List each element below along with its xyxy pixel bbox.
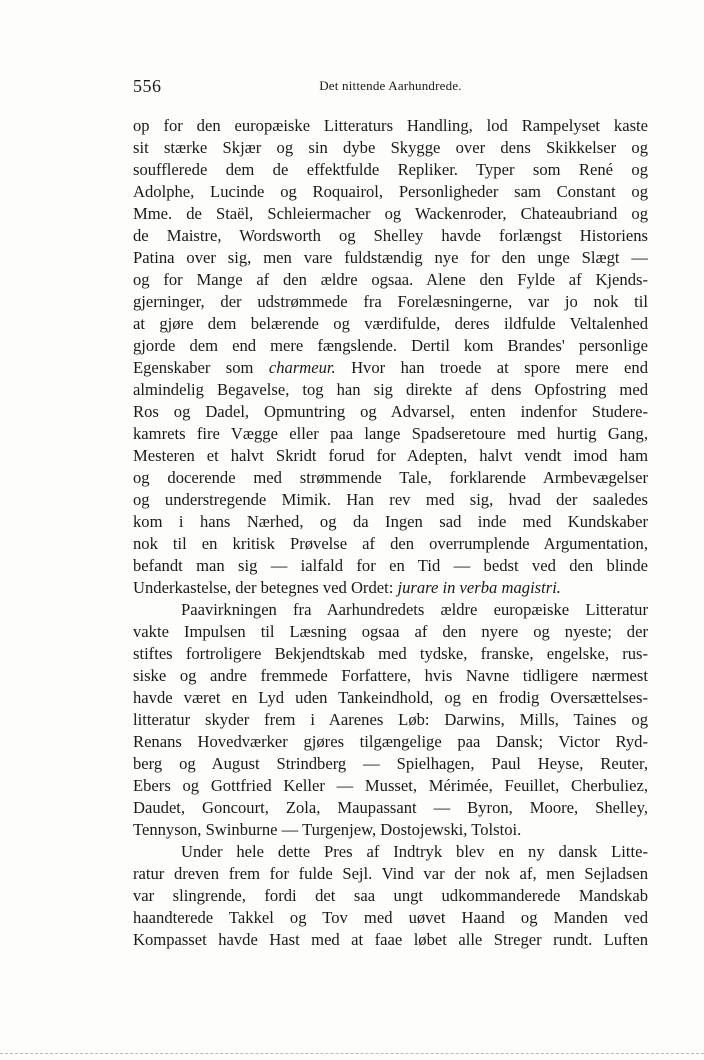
paragraph-1 <box>133 115 648 599</box>
text-line: var slingrende, fordi det saa ungt udkommanderede Mandskab <box>133 886 648 905</box>
text-line: Mme. de Staël, Schleiermacher og Wackenroder, Chateaubriand og <box>133 204 648 223</box>
text-line: sit stærke Skjær og sin dybe Skygge over dens Skikkelser og <box>133 138 648 157</box>
body-text <box>133 115 648 951</box>
page-number: 556 <box>133 76 162 96</box>
text-line: op for den europæiske Litteraturs Handling, lod Rampelyset kaste <box>133 116 648 135</box>
text-segment: Underkastelse, der betegnes ved Ordet: <box>133 578 398 597</box>
text-line: Ros og Dadel, Opmuntring og Advarsel, enten indenfor Studere- <box>133 402 648 421</box>
text-line: og understregende Mimik. Han rev med sig, hvad der saaledes <box>133 490 648 509</box>
text-line: og for Mange af den ældre ogsaa. Alene den Fylde af Kjends- <box>133 270 648 289</box>
text-line: Mesteren et halvt Skridt forud for Adepten, halvt vendt imod ham <box>133 446 648 465</box>
text-line: Kompasset havde Hast med at faae løbet alle Streger rundt. Luften <box>133 930 648 949</box>
page-header <box>133 76 648 100</box>
text-line: de Maistre, Wordsworth og Shelley havde forlængst Historiens <box>133 226 648 245</box>
text-line: ratur dreven frem for fulde Sejl. Vind var der nok af, men Sejladsen <box>133 864 648 883</box>
text-line: gjorde dem end mere fængslende. Dertil kom Brandes' personlige <box>133 336 648 355</box>
text-line: Adolphe, Lucinde og Roquairol, Personligheder sam Constant og <box>133 182 648 201</box>
italic-motto: jurare in verba magistri. <box>397 578 561 597</box>
text-line: og docerende med strømmende Tale, forklarende Armbevægelser <box>133 468 648 487</box>
text-line: gjerninger, der udstrømmede fra Forelæsningerne, var jo nok til <box>133 292 648 311</box>
text-line: kamrets fire Vægge eller paa lange Spadseretoure med hurtig Gang, <box>133 424 648 443</box>
text-segment: Egenskaber som <box>133 358 269 377</box>
text-line-with-italic <box>133 577 648 599</box>
text-line: Ebers og Gottfried Keller — Musset, Mérimée, Feuillet, Cherbuliez, <box>133 776 648 795</box>
text-line: siske og andre fremmede Forfattere, hvis Navne tidligere nærmest <box>133 666 648 685</box>
text-line-with-italic <box>133 357 648 379</box>
text-line: befandt man sig — ialfald for en Tid — bedst ved den blinde <box>133 556 648 575</box>
text-line: almindelig Begavelse, tog han sig direkte af dens Opfostring med <box>133 380 648 399</box>
text-line: haandterede Takkel og Tov med uøvet Haand og Manden ved <box>133 908 648 927</box>
text-line: havde været en Lyd uden Tankeindhold, og en frodig Oversættelses- <box>133 688 648 707</box>
text-line: vakte Impulsen til Læsning ogsaa af den nyere og nyeste; der <box>133 622 648 641</box>
text-line: Renans Hovedværker gjøres tilgængelige paa Dansk; Victor Ryd- <box>133 732 648 751</box>
text-line: stiftes fortroligere Bekjendtskab med tydske, franske, engelske, rus- <box>133 644 648 663</box>
scan-edge-divider <box>0 1053 704 1060</box>
text-line: nok til en kritisk Prøvelse af den overrumplende Argumentation, <box>133 534 648 553</box>
text-line: Paavirkningen fra Aarhundredets ældre europæiske Litteratur <box>181 600 648 619</box>
running-title: Det nittende Aarhundrede. <box>319 78 462 93</box>
text-line: Under hele dette Pres af Indtryk blev en ny dansk Litte- <box>181 842 648 861</box>
paragraph-2 <box>133 599 648 841</box>
text-line: berg og August Strindberg — Spielhagen, Paul Heyse, Reuter, <box>133 754 648 773</box>
text-line: Daudet, Goncourt, Zola, Maupassant — Byron, Moore, Shelley, <box>133 798 648 817</box>
text-line: kom i hans Nærhed, og da Ingen sad inde med Kundskaber <box>133 512 648 531</box>
text-segment: Hvor han troede at spore mere end <box>335 358 648 377</box>
text-line: Patina over sig, men vare fuldstændig nye for den unge Slægt — <box>133 248 648 267</box>
paragraph-3 <box>133 841 648 951</box>
italic-word-charmeur: charmeur. <box>268 358 336 377</box>
text-line: soufflerede dem de effektfulde Repliker. Typer som René og <box>133 160 648 179</box>
text-line: at gjøre dem belærende og værdifulde, deres ildfulde Veltalenhed <box>133 314 648 333</box>
text-line: litteratur skyder frem i Aarenes Løb: Darwins, Mills, Taines og <box>133 710 648 729</box>
text-line: Tennyson, Swinburne — Turgenjew, Dostojewski, Tolstoi. <box>133 820 522 839</box>
